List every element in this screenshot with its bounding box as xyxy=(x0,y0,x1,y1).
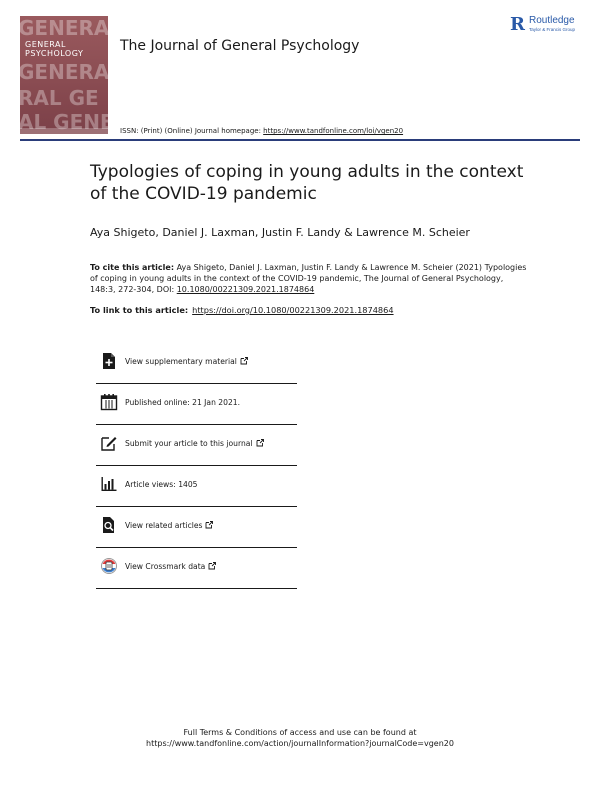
issn-text: ISSN: (Print) (Online) Journal homepage: xyxy=(120,127,264,135)
footer xyxy=(0,727,600,749)
crossmark-link[interactable] xyxy=(125,562,216,571)
cover-word: GENERA xyxy=(18,60,110,84)
cite-text: Aya Shigeto, Daniel J. Laxman, Justin F. Landy & Lawrence M. Scheier (2021) Typologies of coping in young adults in the context of the COVID-19 pandemic, The Journal of General Psychology, 148:3, 272-304, DOI: xyxy=(90,263,527,294)
cite-label: To cite this article: xyxy=(90,263,175,272)
external-link-icon xyxy=(208,562,216,570)
related-label: View related articles xyxy=(125,521,203,530)
views-row xyxy=(96,466,297,507)
cover-word: RAL GE xyxy=(18,86,99,110)
cover-word: AL GENER xyxy=(18,110,130,134)
submit-link[interactable] xyxy=(125,439,264,448)
journal-homepage-link[interactable]: https://www.tandfonline.com/loi/vgen20 xyxy=(263,127,404,135)
supplementary-label: View supplementary material xyxy=(125,357,237,366)
calendar-icon xyxy=(100,393,118,411)
publisher-brand xyxy=(529,16,575,33)
journal-cover-image xyxy=(18,16,130,134)
publisher-subtitle: Taylor & Francis Group xyxy=(528,27,575,32)
link-label: To link to this article: xyxy=(90,305,189,315)
citation-block xyxy=(90,262,530,295)
publisher-name: Routledge xyxy=(528,15,575,26)
document-search-icon xyxy=(100,516,118,534)
cover-title-line1: GENERAL xyxy=(25,40,66,49)
link-to-article xyxy=(90,305,394,315)
article-title: Typologies of coping in young adults in the context of the COVID-19 pandemic xyxy=(90,162,524,204)
routledge-logo-icon: R xyxy=(510,14,525,35)
article-views: Article views: 1405 xyxy=(125,480,198,489)
article-authors: Aya Shigeto, Daniel J. Laxman, Justin F. Landy & Lawrence M. Scheier xyxy=(90,226,470,239)
article-url-link[interactable]: https://doi.org/10.1080/00221309.2021.1874864 xyxy=(192,305,394,315)
edit-pencil-icon xyxy=(100,434,118,452)
footer-terms: Full Terms & Conditions of access and use can be found at xyxy=(183,728,417,737)
cover-title-line2: PSYCHOLOGY xyxy=(25,49,84,58)
cover-word: GENERA xyxy=(18,16,110,40)
issn-line xyxy=(120,127,403,135)
supplementary-link[interactable] xyxy=(125,357,248,366)
crossmark-label: View Crossmark data xyxy=(125,562,206,571)
article-meta-list xyxy=(96,343,297,589)
published-row xyxy=(96,384,297,425)
header-rule xyxy=(20,139,580,141)
supplementary-row[interactable] xyxy=(96,343,297,384)
cover-strip xyxy=(20,128,108,134)
crossmark-icon xyxy=(100,557,118,575)
crossmark-row[interactable] xyxy=(96,548,297,589)
related-row[interactable] xyxy=(96,507,297,548)
document-plus-icon xyxy=(100,352,118,370)
doi-link[interactable]: 10.1080/00221309.2021.1874864 xyxy=(176,285,315,294)
published-date: Published online: 21 Jan 2021. xyxy=(125,398,241,407)
journal-name: The Journal of General Psychology xyxy=(120,38,360,54)
footer-url[interactable]: https://www.tandfonline.com/action/journalInformation?journalCode=vgen20 xyxy=(146,739,454,748)
related-link[interactable] xyxy=(125,521,213,530)
external-link-icon xyxy=(256,439,264,447)
bar-chart-icon xyxy=(100,475,118,493)
external-link-icon xyxy=(240,357,248,365)
submit-row[interactable] xyxy=(96,425,297,466)
submit-label: Submit your article to this journal xyxy=(125,439,253,448)
external-link-icon xyxy=(205,521,213,529)
publisher-logo xyxy=(510,16,575,34)
